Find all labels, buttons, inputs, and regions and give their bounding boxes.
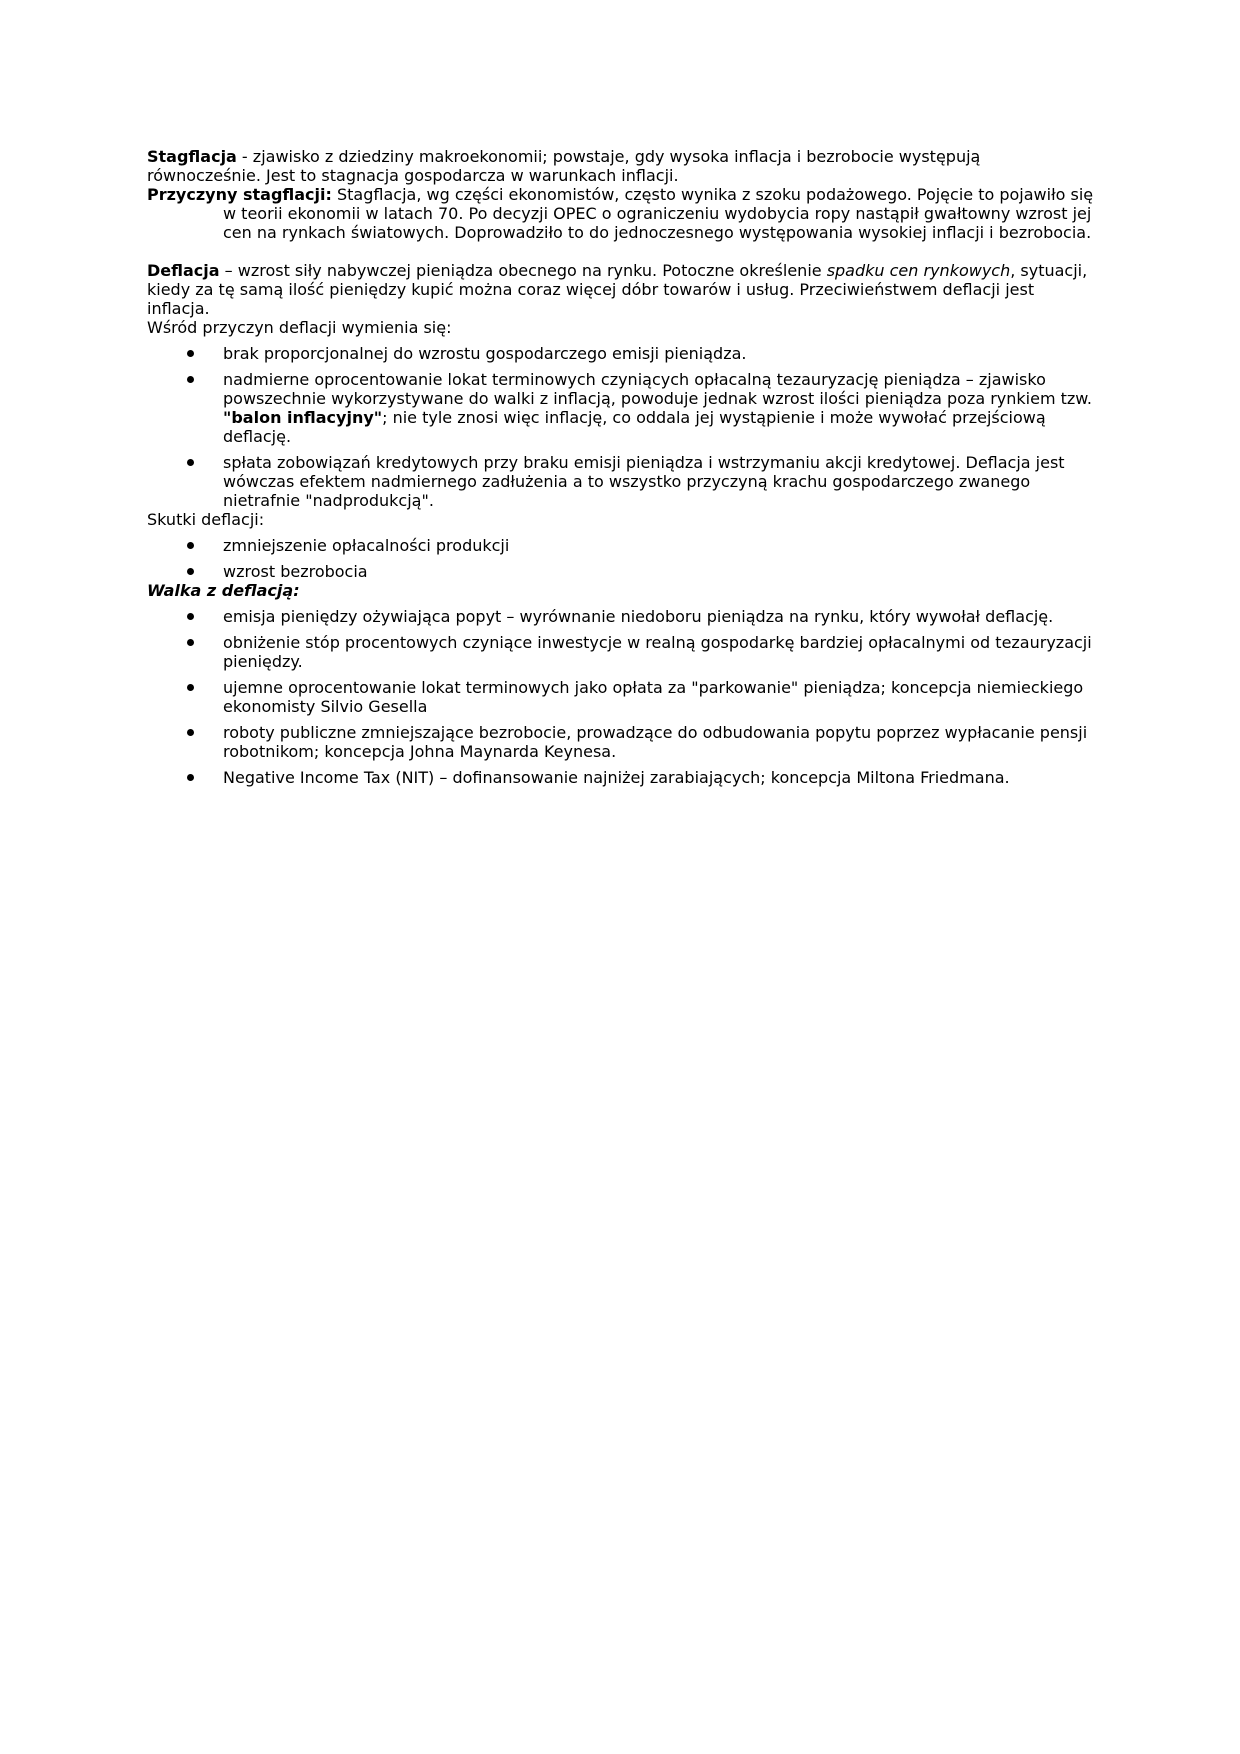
list-item-text: emisja pieniędzy ożywiająca popyt – wyrównanie niedoboru pieniądza na rynku, który wywołał deflację.	[223, 607, 1054, 626]
list-item	[147, 607, 1097, 626]
przyczyny-stagflacji-paragraph	[147, 185, 1097, 242]
list-item-text: Negative Income Tax (NIT) – dofinansowanie najniżej zarabiających; koncepcja Miltona Friedmana.	[223, 768, 1010, 787]
list-item	[147, 562, 1097, 581]
list-item-text: obniżenie stóp procentowych czyniące inwestycje w realną gospodarkę bardziej opłacalnymi od tezauryzacji pieniędzy.	[223, 633, 1092, 671]
skutki-list	[147, 536, 1097, 581]
deflacja-text-2: , sytuacji, kiedy za tę samą ilość pieniędzy kupić można coraz więcej dóbr towarów i usług. Przeciwieństwem deflacji jest inflacja.	[147, 261, 1088, 318]
list-item-text-1: nadmierne oprocentowanie lokat terminowych czyniących opłacalną tezauryzację pieniądza – zjawisko powszechnie wykorzystywane do walki z inflacją, powoduje jednak wzrost ilości pieniądza poza rynkiem tzw.	[223, 370, 1092, 408]
list-item	[147, 453, 1097, 510]
przyczyny-deflacji-heading: Wśród przyczyn deflacji wymienia się:	[147, 318, 452, 337]
list-item	[147, 344, 1097, 363]
stagflacja-term: Stagflacja	[147, 147, 237, 166]
document-body	[147, 147, 1097, 787]
list-item-text: zmniejszenie opłacalności produkcji	[223, 536, 510, 555]
deflacja-italic-term: spadku cen rynkowych	[826, 261, 1011, 280]
list-item-text: roboty publiczne zmniejszające bezrobocie, prowadzące do odbudowania popytu poprzez wypłacanie pensji robotnikom; koncepcja Johna Maynarda Keynesa.	[223, 723, 1088, 761]
bullet-icon	[187, 459, 194, 466]
list-item	[147, 370, 1097, 446]
list-item	[147, 678, 1097, 716]
bullet-icon	[187, 613, 194, 620]
list-item	[147, 536, 1097, 555]
bullet-icon	[187, 568, 194, 575]
list-item	[147, 768, 1097, 787]
deflacja-term: Deflacja	[147, 261, 220, 280]
list-item-bold: "balon inflacyjny"	[223, 408, 383, 427]
list-item-text: wzrost bezrobocia	[223, 562, 368, 581]
bullet-icon	[187, 350, 194, 357]
bullet-icon	[187, 684, 194, 691]
list-item-text: brak proporcjonalnej do wzrostu gospodarczego emisji pieniądza.	[223, 344, 747, 363]
bullet-icon	[187, 729, 194, 736]
przyczyny-stagflacji-term: Przyczyny stagflacji:	[147, 185, 332, 204]
bullet-icon	[187, 542, 194, 549]
paragraph-spacer	[147, 242, 1097, 261]
walka-heading: Walka z deflacją:	[147, 581, 300, 600]
list-item	[147, 723, 1097, 761]
skutki-heading: Skutki deflacji:	[147, 510, 265, 529]
bullet-icon	[187, 639, 194, 646]
walka-list	[147, 607, 1097, 787]
stagflacja-definition: - zjawisko z dziedziny makroekonomii; powstaje, gdy wysoka inflacja i bezrobocie występują równocześnie. Jest to stagnacja gospodarcza w warunkach inflacji.	[147, 147, 981, 185]
list-item-text: spłata zobowiązań kredytowych przy braku emisji pieniądza i wstrzymaniu akcji kredytowej. Deflacja jest wówczas efektem nadmiernego zadłużenia a to wszystko przyczyną krachu gospodarczego zwanego nietrafnie "nadprodukcją".	[223, 453, 1065, 510]
przyczyny-deflacji-list	[147, 344, 1097, 510]
list-item-text: ujemne oprocentowanie lokat terminowych jako opłata za "parkowanie" pieniądza; koncepcja niemieckiego ekonomisty Silvio Gesella	[223, 678, 1084, 716]
list-item-text-2: ; nie tyle znosi więc inflację, co oddala jej wystąpienie i może wywołać przejściową deflację.	[223, 408, 1046, 446]
list-item	[147, 633, 1097, 671]
stagflacja-paragraph	[147, 147, 1097, 185]
przyczyny-stagflacji-text: Stagflacja, wg części ekonomistów, często wynika z szoku podażowego. Pojęcie to pojawiło się w teorii ekonomii w latach 70. Po decyzji OPEC o ograniczeniu wydobycia ropy nastąpił gwałtowny wzrost jej cen na rynkach światowych. Doprowadziło to do jednoczesnego występowania wysokiej inflacji i bezrobocia.	[223, 185, 1094, 242]
bullet-icon	[187, 774, 194, 781]
deflacja-text-1: – wzrost siły nabywczej pieniądza obecnego na rynku. Potoczne określenie	[219, 261, 827, 280]
deflacja-paragraph	[147, 261, 1097, 318]
bullet-icon	[187, 376, 194, 383]
